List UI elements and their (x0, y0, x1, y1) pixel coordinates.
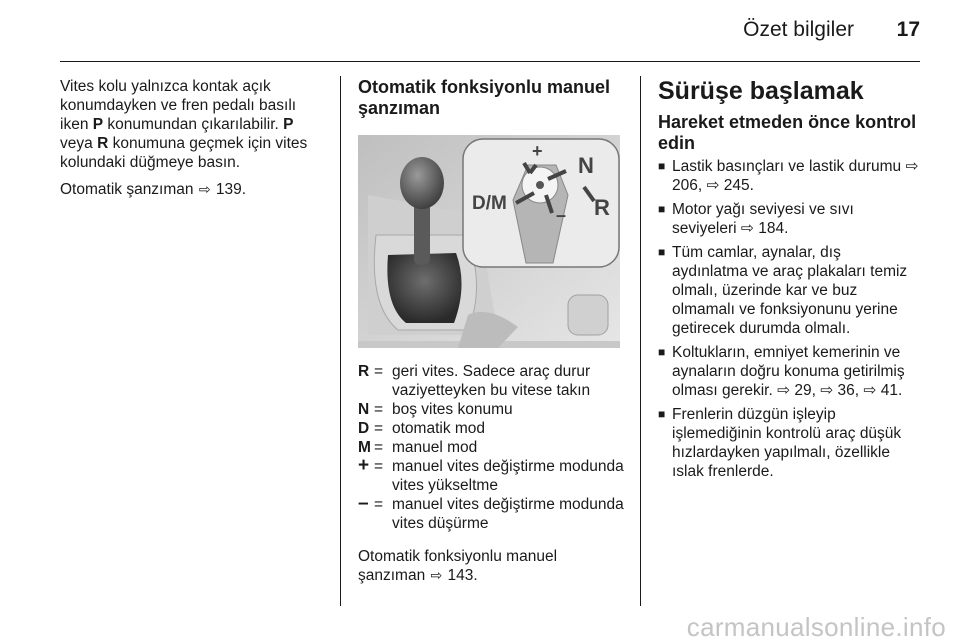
figure-label-minus: – (556, 205, 567, 225)
page-ref-arrow-icon: ⇨ (198, 181, 211, 197)
list-item: ■ Motor yağı seviyesi ve sıvı seviyeleri ⇨ 184. (658, 201, 854, 237)
figure-label-dm: D/M (472, 193, 507, 214)
list-item: ■ Koltukların, emniyet kemerinin ve aynaların doğru konuma getirilmiş olması gerekir. ⇨ 29, ⇨ 36, ⇨ 41. (658, 344, 905, 399)
definition-value: otomatik mod (392, 420, 486, 437)
column-divider-2 (640, 76, 641, 606)
definition-value: manuel vites değiştirme modunda vites düşürme (392, 496, 624, 532)
list-item: ■ Tüm camlar, aynalar, dış aydınlatma ve araç plakaları temiz olmalı, üzerinde kar ve buz olmamalı ve fonksiyonunu yerine getirecek durumda olmalı. (658, 244, 908, 337)
page-ref-link[interactable]: ⇨ 206, ⇨ 245. (672, 158, 919, 194)
gear-shifter-illustration (358, 135, 620, 348)
bullet-icon: ■ (658, 245, 666, 259)
column-1 (60, 77, 328, 199)
page-ref-link[interactable]: 143. (443, 567, 478, 584)
page-ref-link[interactable]: ⇨ 184. (740, 220, 789, 237)
minus-icon: – (358, 493, 369, 514)
page-ref-arrow-icon: ⇨ (430, 567, 443, 583)
list-item: ■ Frenlerin düzgün işleyip işlemediğinin kontrolü araç düşük hızlardayken yapılmalı, özellikle ıslak frenlerde. (658, 406, 902, 480)
definition-key: N (358, 401, 370, 418)
definition-key: D (358, 420, 370, 437)
page-header (60, 18, 920, 48)
header-divider (60, 61, 920, 62)
checklist (658, 157, 920, 481)
bullet-icon: ■ (658, 202, 666, 216)
definition-value: boş vites konumu (392, 401, 513, 418)
gear-shifter-figure (358, 135, 620, 348)
bullet-icon: ■ (658, 159, 666, 173)
section-heading-start-driving: Sürüşe başlamak (658, 77, 864, 105)
definition-row: M = manuel mod (358, 438, 626, 457)
definition-list (358, 362, 626, 533)
bullet-icon: ■ (658, 345, 666, 359)
figure-label-r: R (594, 195, 610, 220)
definition-row: D = otomatik mod (358, 419, 626, 438)
list-item: ■ Lastik basınçları ve lastik durumu ⇨ 206, ⇨ 245. (658, 158, 919, 194)
watermark: carmanualsonline.info (686, 612, 946, 642)
page-ref-link[interactable]: 139. (211, 181, 247, 198)
definition-key: R (358, 363, 370, 380)
page-ref-link[interactable]: ⇨ 29, ⇨ 36, ⇨ 41. (777, 382, 903, 399)
section-heading-manual-transmission: Otomatik fonksiyonlu manuel şanzıman (358, 77, 611, 118)
paragraph-automatic-ref: Otomatik şanzıman ⇨ 139. (60, 181, 247, 198)
page-number: 17 (896, 18, 920, 41)
column-divider-1 (340, 76, 341, 606)
bullet-icon: ■ (658, 407, 666, 421)
plus-icon: + (358, 455, 370, 476)
definition-row: N = boş vites konumu (358, 400, 626, 419)
subheading-check-before: Hareket etmeden önce kontrol edin (658, 112, 917, 153)
paragraph-manual-ref: Otomatik fonksiyonlu manuel şanzıman ⇨ 143. (358, 548, 558, 584)
definition-row: + = manuel vites değiştirme modunda vites yükseltme (358, 457, 626, 495)
definition-row: R = geri vites. Sadece araç durur vaziyetteyken bu vitese takın (358, 362, 626, 400)
paragraph-gear-lever: Vites kolu yalnızca kontak açık konumdayken ve fren pedalı basılı iken P konumundan çıkarılabilir. P veya R konumuna geçmek için vites kolundaki düğmeye basın. (60, 78, 308, 171)
definition-value: manuel vites değiştirme modunda vites yükseltme (392, 458, 624, 494)
definition-row: – = manuel vites değiştirme modunda vites düşürme (358, 495, 626, 533)
column-2 (358, 77, 626, 585)
definition-key: M (358, 439, 371, 456)
page-title: Özet bilgiler (743, 18, 854, 41)
definition-value: geri vites. Sadece araç durur vaziyetteyken bu vitese takın (392, 363, 591, 399)
column-3 (658, 77, 920, 486)
definition-value: manuel mod (392, 439, 478, 456)
figure-label-n: N (578, 153, 594, 178)
figure-label-plus: + (532, 141, 543, 161)
